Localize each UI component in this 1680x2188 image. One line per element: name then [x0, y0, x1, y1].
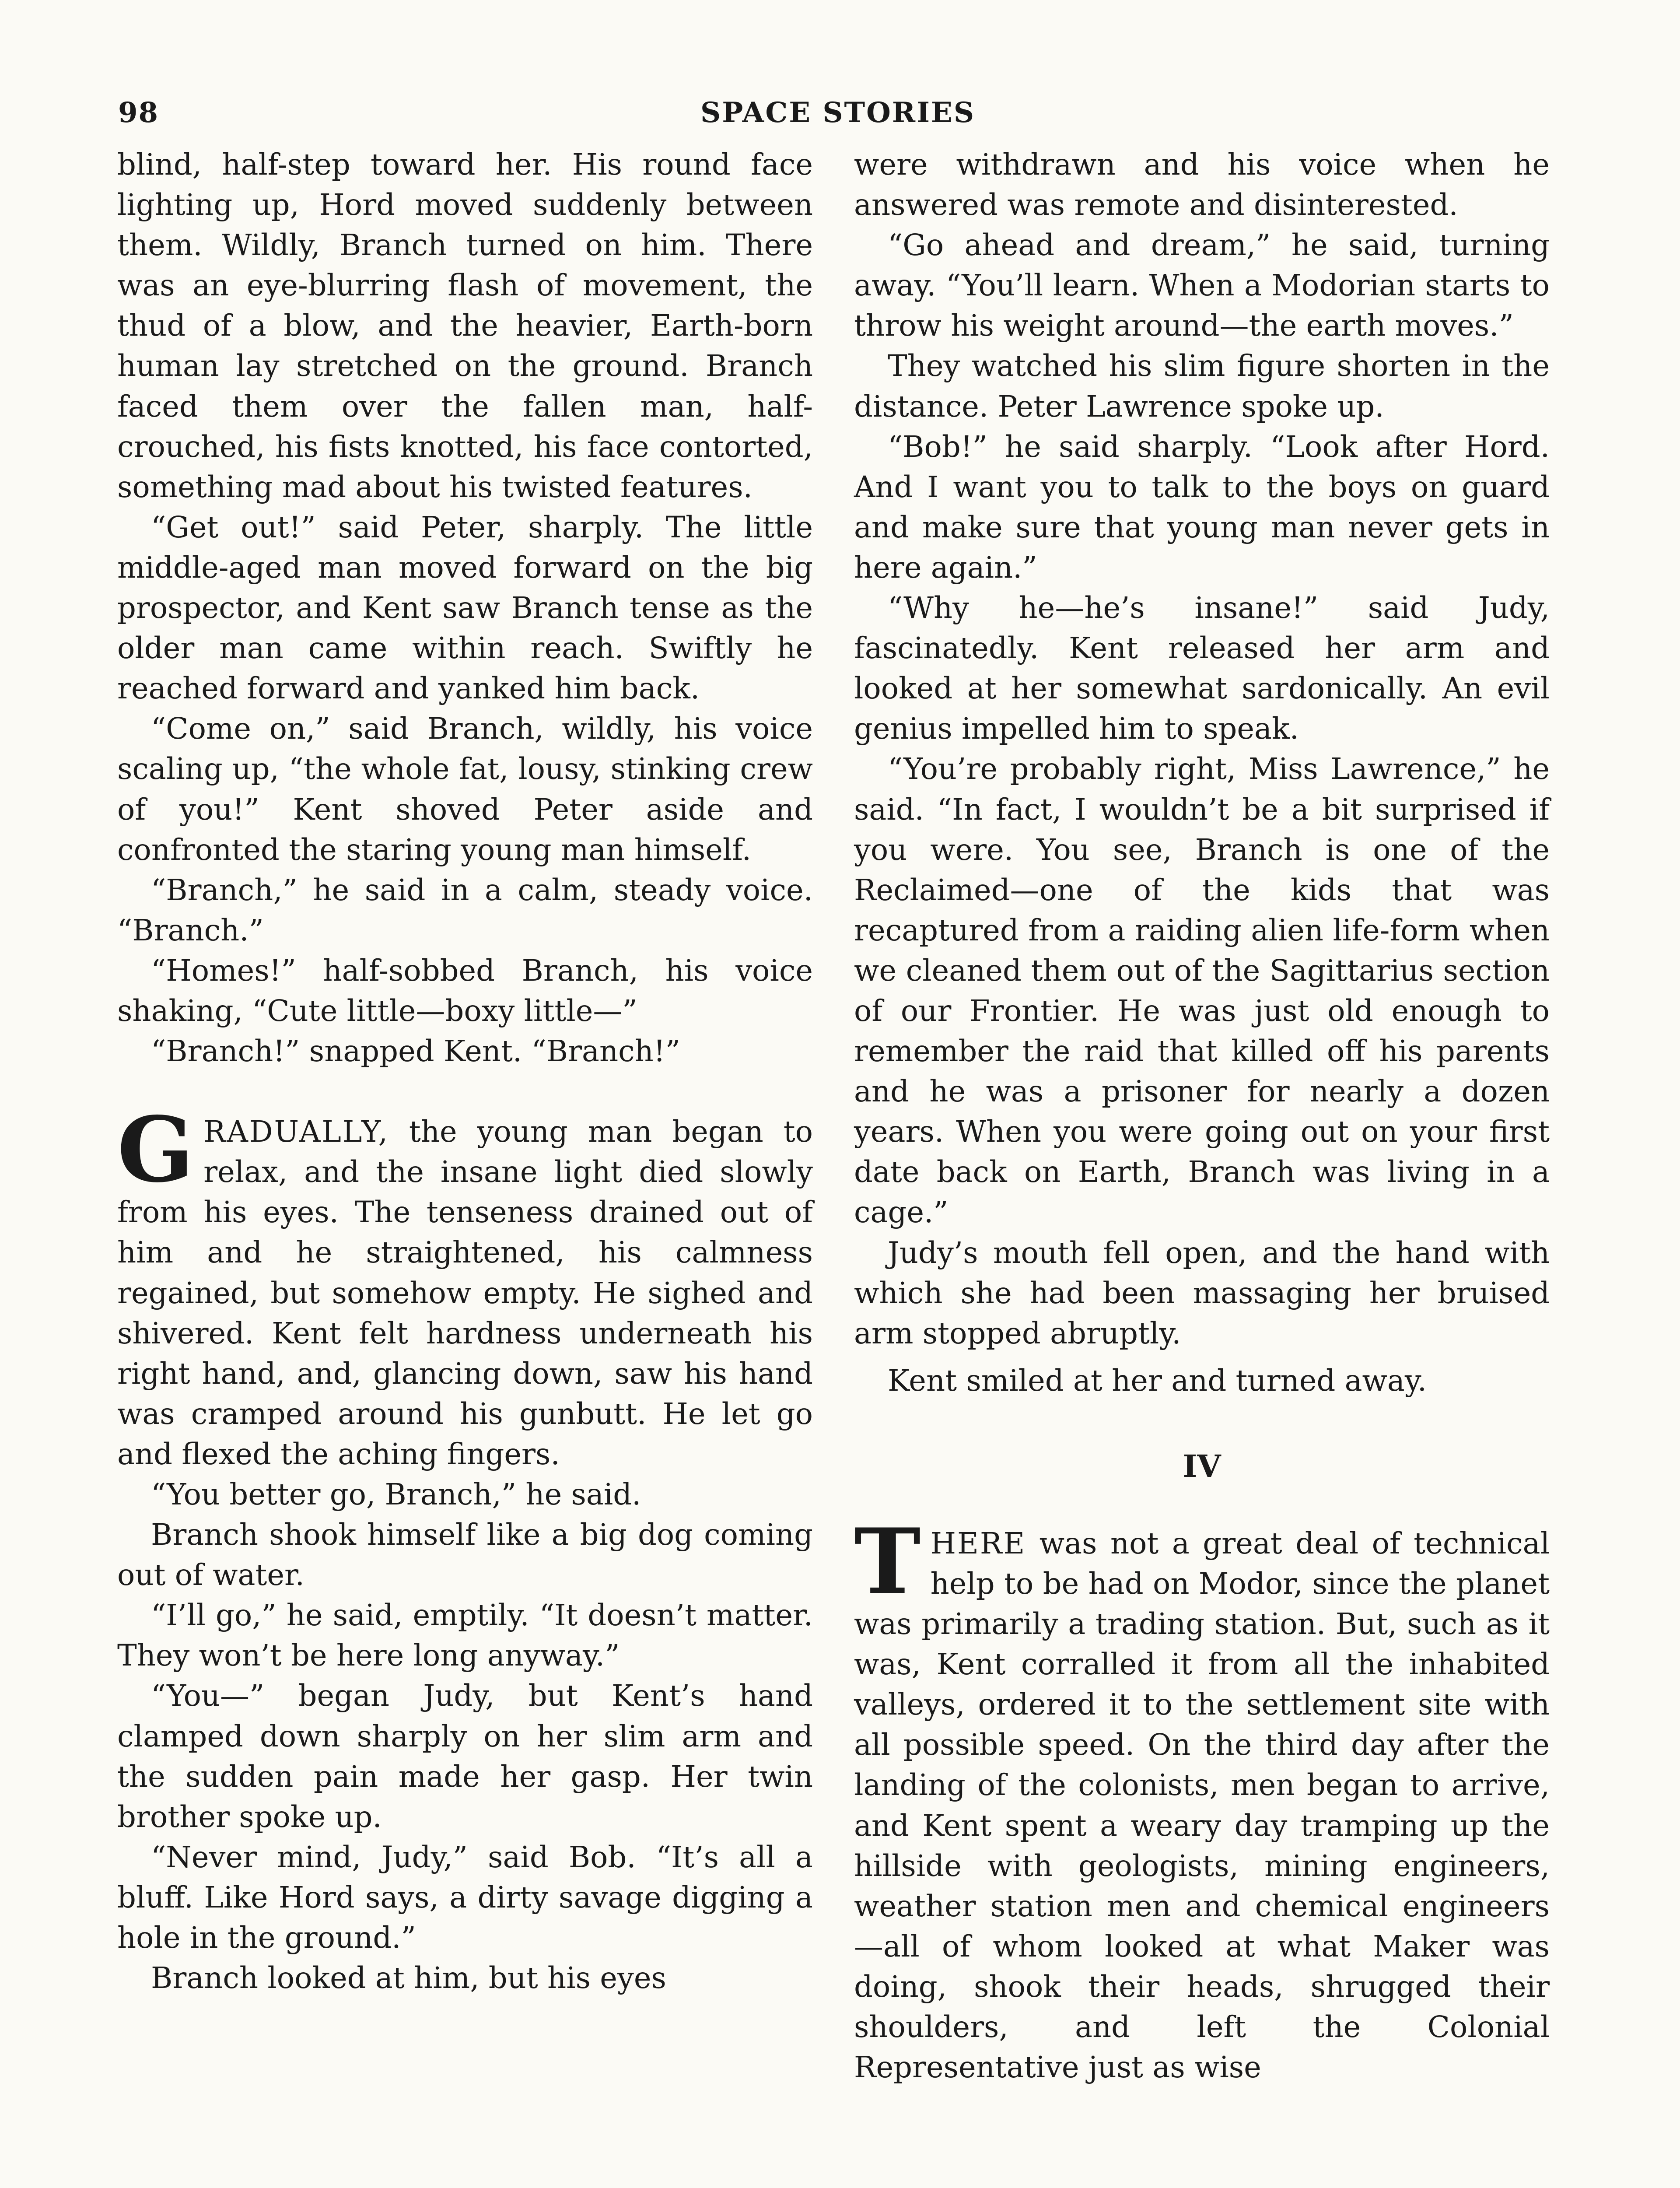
drop-cap-letter: G — [117, 1098, 194, 1203]
dropcap-paragraph-text: was not a great deal of technical help to be had on Modor, since the planet was primarily a trading station. But, such as it was, Kent corralled it from all the inhabited valleys, ordered it to the settlement site with all possible speed. On the third day after the landing of the colonists, men began to arrive, and Kent spent a weary day tramping up the hillside with geologists, mining engineers, weather station men and chemical engineers—all of whom looked at what Maker was doing, shook their heads, shrugged their shoulders, and left the Colonial Representative just as wise — [854, 1526, 1550, 2085]
left-column — [117, 144, 813, 1998]
dropcap-lead-word: RADUALLY, — [203, 1115, 389, 1149]
paragraph: “Go ahead and dream,” he said, turning away. “You’ll learn. When a Modorian starts to throw his weight around—the earth moves.” — [854, 228, 1550, 343]
paragraph: “Bob!” he said sharply. “Look after Hord. And I want you to talk to the boys on guard and make sure that young man never gets in here again.” — [854, 429, 1550, 585]
dropcap-paragraph — [854, 1509, 1550, 2087]
paragraph: “Homes!” half-sobbed Branch, his voice shaking, “Cute little—boxy little—” — [117, 953, 813, 1028]
page-header — [118, 96, 1558, 140]
drop-cap-letter: T — [854, 1509, 921, 1614]
section-heading: IV — [1183, 1448, 1221, 1484]
paragraph: were withdrawn and his voice when he answered was remote and disinterested. — [854, 147, 1550, 222]
paragraph: They watched his slim figure shorten in the distance. Peter Lawrence spoke up. — [854, 349, 1550, 424]
paragraph: Branch shook himself like a big dog coming out of water. — [117, 1518, 813, 1592]
paragraph: “Branch!” snapped Kent. “Branch!” — [151, 1034, 680, 1069]
running-title: SPACE STORIES — [700, 96, 976, 129]
paragraph: “Come on,” said Branch, wildly, his voice scaling up, “the whole fat, lousy, stinking crew of you!” Kent shoved Peter aside and confronted the staring young man himself. — [117, 712, 813, 867]
paragraph: “You better go, Branch,” he said. — [151, 1477, 641, 1511]
paragraph: “Branch,” he said in a calm, steady voice. “Branch.” — [117, 873, 813, 947]
paragraph: “You’re probably right, Miss Lawrence,” he said. “In fact, I wouldn’t be a bit surprised if you were. You see, Branch is one of the Reclaimed—one of the kids that was recaptured from a raiding alien life-form when we cleaned them out of the Sagittarius section of our Frontier. He was just old enough to remember the raid that killed off his parents and he was a prisoner for nearly a dozen years. When you were going out on your first date back on Earth, Branch was living in a cage.” — [854, 752, 1550, 1230]
dropcap-lead-word: HERE — [930, 1526, 1026, 1560]
paragraph: Kent smiled at her and turned away. — [888, 1363, 1427, 1398]
paragraph: Branch looked at him, but his eyes — [151, 1961, 666, 1995]
paragraph: “Why he—he’s insane!” said Judy, fascinatedly. Kent released her arm and looked at her somewhat sardonically. An evil genius impelled him to speak. — [854, 591, 1550, 746]
paragraph: “You—” began Judy, but Kent’s hand clamped down sharply on her slim arm and the sudden pain made her gasp. Her twin brother spoke up. — [117, 1679, 813, 1834]
right-column — [854, 144, 1550, 2087]
paragraph: “Get out!” said Peter, sharply. The little middle-aged man moved forward on the big prospector, and Kent saw Branch tense as the older man came within reach. Swiftly he reached forward and yanked him back. — [117, 510, 813, 706]
page-number: 98 — [118, 96, 159, 129]
paragraph: Judy’s mouth fell open, and the hand with which she had been massaging her bruised arm stopped abruptly. — [854, 1235, 1550, 1350]
paragraph: blind, half-step toward her. His round face lighting up, Hord moved suddenly between them. Wildly, Branch turned on him. There was an eye-blurring flash of movement, the thud of a blow, and the heavier, Earth-born human lay stretched on the ground. Branch faced them over the fallen man, half-crouched, his fists knotted, his face contorted, something mad about his twisted features. — [117, 147, 813, 504]
paragraph: “Never mind, Judy,” said Bob. “It’s all a bluff. Like Hord says, a dirty savage digging a hole in the ground.” — [117, 1840, 813, 1955]
dropcap-paragraph — [117, 1098, 813, 1474]
dropcap-paragraph-text: the young man began to relax, and the insane light died slowly from his eyes. The tenseness drained out of him and he straightened, his calmness regained, but somehow empty. He sighed and shivered. Kent felt hardness underneath his right hand, and, glancing down, saw his hand was cramped around his gunbutt. He let go and flexed the aching fingers. — [117, 1115, 813, 1471]
paragraph: “I’ll go,” he said, emptily. “It doesn’t matter. They won’t be here long anyway.” — [117, 1598, 813, 1673]
